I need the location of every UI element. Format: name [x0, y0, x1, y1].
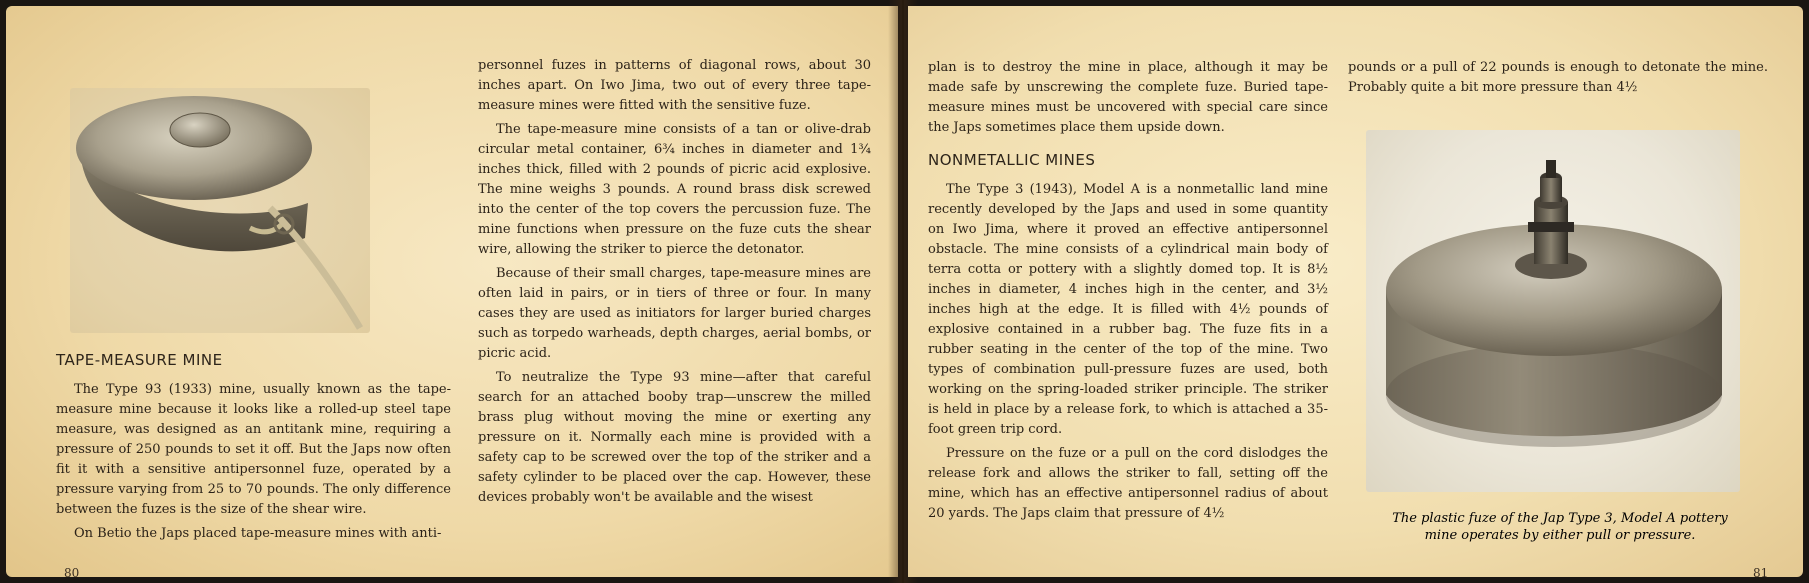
pottery-mine-photo [1366, 130, 1740, 492]
paragraph: Because of their small charges, tape-measure mines are often laid in pairs, or in tiers of three or four. In many cases they are used as initiators for larger buried charges such as torpedo warheads, depth charges, aerial bombs, or picric acid. [478, 266, 871, 361]
nonmetallic-heading: NONMETALLIC MINES [928, 151, 1096, 169]
paragraph: plan is to destroy the mine in place, although it may be made safe by unscrewing the complete fuze. Buried tape-measure mines must be uncovered with special care since the Japs sometimes place them upside down. [928, 60, 1328, 135]
page-number: 81 [1753, 566, 1769, 577]
right-column-2 [1348, 58, 1768, 102]
photo-caption [1340, 510, 1780, 544]
left-column-1 [56, 350, 451, 548]
pottery-mine-illustration [1366, 130, 1740, 492]
caption-line: mine operates by either pull or pressure. [1424, 528, 1696, 543]
caption-line: The plastic fuze of the Jap Type 3, Model A pottery [1392, 511, 1728, 526]
page-number: 80 [64, 566, 80, 577]
right-column-1 [928, 58, 1328, 528]
paragraph: personnel fuzes in patterns of diagonal rows, about 30 inches apart. On Iwo Jima, two out of every three tape-measure mines were fitted with the sensitive fuze. [478, 58, 871, 113]
tape-measure-mine-illustration [70, 88, 370, 333]
paragraph: On Betio the Japs placed tape-measure mines with anti- [74, 526, 442, 541]
paragraph: The tape-measure mine consists of a tan or olive-drab circular metal container, 6¾ inches in diameter and 1¾ inches thick, filled with 2 pounds of picric acid explosive. The mine weighs 3 pounds. A round brass disk screwed into the center of the top covers the percussion fuze. The mine functions when pressure on the fuze cuts the shear wire, allowing the striker to pierce the detonator. [478, 122, 871, 257]
left-page [6, 6, 898, 577]
paragraph: The Type 3 (1943), Model A is a nonmetallic land mine recently developed by the Japs and used in some quantity on Iwo Jima, where it proved an effective antipersonnel obstacle. The mine consists of a cylindrical main body of terra cotta or pottery with a slightly domed top. It is 8½ inches in diameter, 4 inches high in the center, and 3½ inches high at the edge. It is filled with 4½ pounds of explosive contained in a rubber bag. The fuze fits in a rubber seating in the center of the top of the mine. Two types of combination pull-pressure fuzes are used, both working on the spring-loaded striker principle. The striker is held in place by a release fork, to which is attached a 35-foot green trip cord. [928, 182, 1328, 437]
tape-measure-heading: TAPE-MEASURE MINE [56, 351, 223, 369]
paragraph: Pressure on the fuze or a pull on the cord dislodges the release fork and allows the striker to fall, setting off the mine, which has an effective antipersonnel radius of about 20 yards. The Japs claim that pressure of 4½ [928, 446, 1328, 521]
paragraph: The Type 93 (1933) mine, usually known as the tape-measure mine because it looks like a rolled-up steel tape measure, was designed as an antitank mine, requiring a pressure of 250 pounds to set it off. But the Japs now often fit it with a sensitive antipersonnel fuze, operated by a pressure varying from 25 to 70 pounds. The only difference between the fuzes is the size of the shear wire. [56, 382, 451, 517]
paragraph: pounds or a pull of 22 pounds is enough to detonate the mine. Probably quite a bit more pressure than 4½ [1348, 60, 1768, 95]
left-column-2 [478, 56, 871, 512]
paragraph: To neutralize the Type 93 mine—after that careful search for an attached booby trap—unscrew the milled brass plug without moving the mine or exerting any pressure on it. Normally each mine is provided with a safety cap to be screwed over the top of the striker and a safety cylinder to be placed over the cap. However, these devices probably won't be available and the wisest [478, 370, 871, 505]
tape-measure-mine-photo [70, 88, 370, 333]
